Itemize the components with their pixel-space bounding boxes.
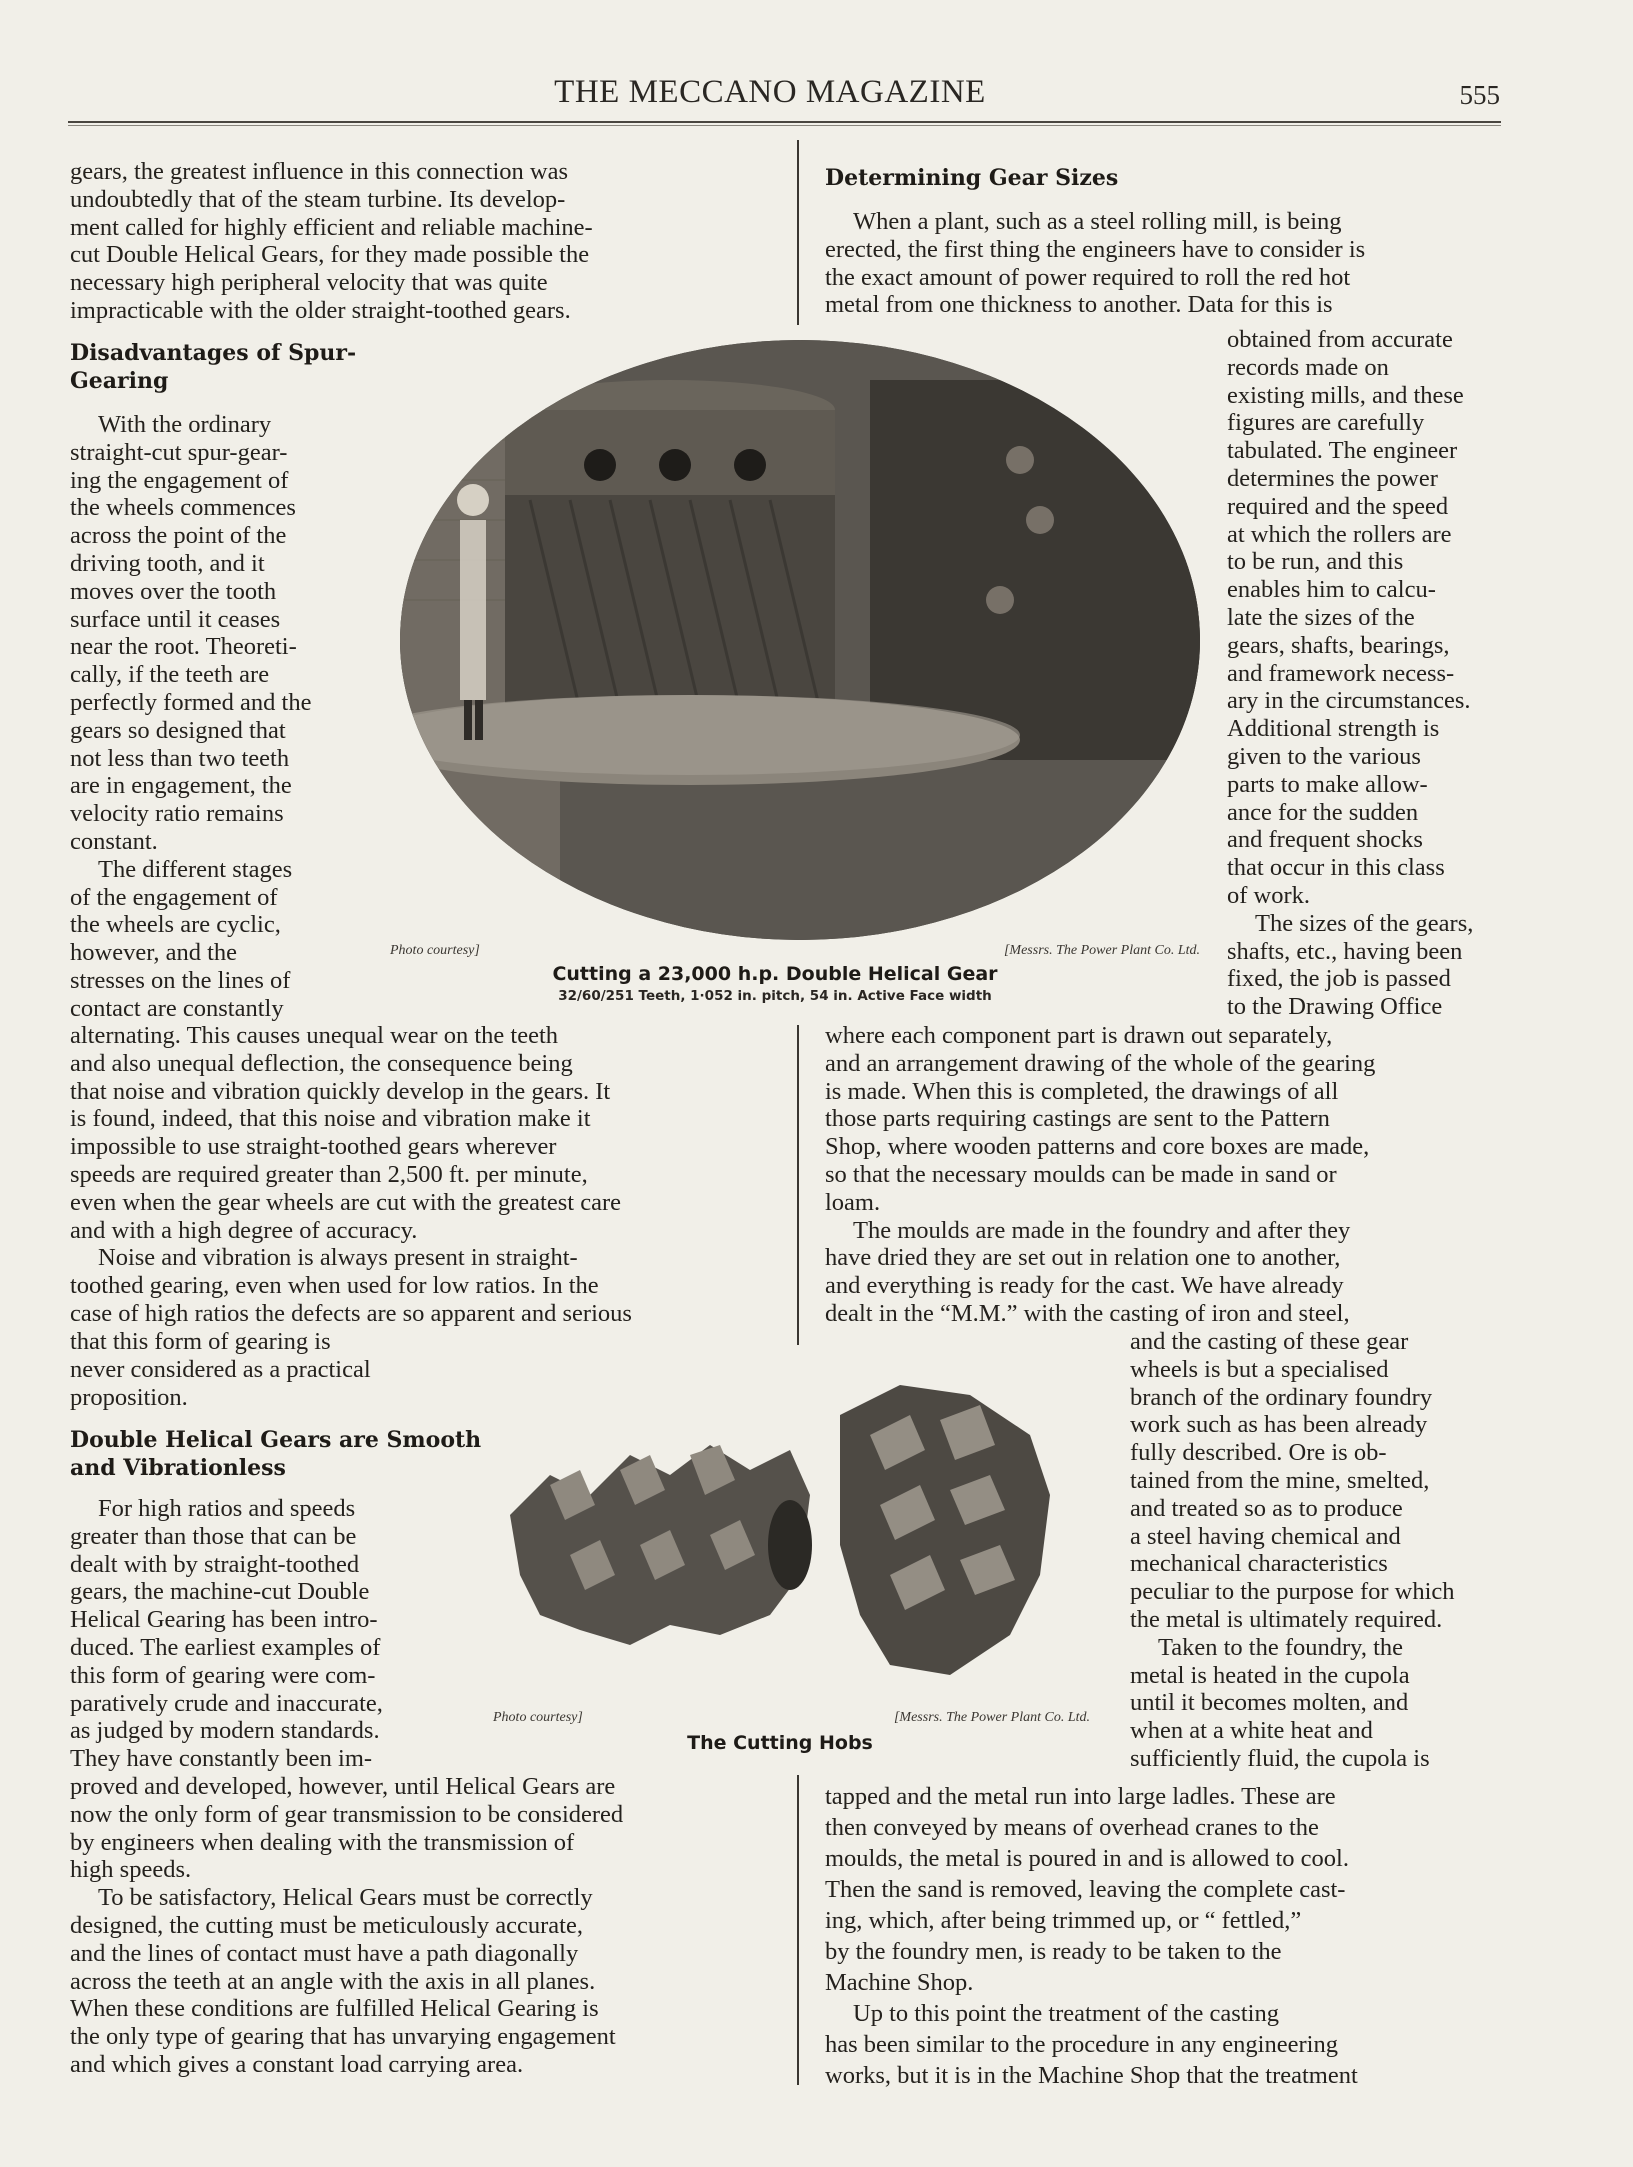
text-line: never considered as a practical — [70, 1355, 371, 1383]
text-line: paratively crude and inaccurate, — [70, 1689, 383, 1717]
gear-sizes-paragraph — [825, 208, 1517, 319]
text-line: the wheels commences — [70, 494, 296, 522]
text-line: case of high ratios the defects are so apparent and serious — [70, 1299, 632, 1327]
text-line: and which gives a constant load carrying area. — [70, 2050, 524, 2078]
text-line: Taken to the foundry, the — [1158, 1633, 1404, 1661]
text-line: perfectly formed and the — [70, 688, 312, 716]
cutting-hobs-photo — [490, 1375, 1140, 1715]
text-line: peculiar to the purpose for which — [1130, 1578, 1455, 1606]
section-heading-double-helical — [70, 1426, 490, 1482]
right-mid-paragraph — [825, 1022, 1517, 1328]
text-line: has been similar to the procedure in any engineering — [825, 2031, 1338, 2058]
text-line: Additional strength is — [1227, 715, 1440, 743]
text-line: The different stages — [98, 855, 293, 883]
text-line: driving tooth, and it — [70, 549, 265, 577]
column-divider-bottom — [797, 1775, 799, 2085]
text-line: moulds, the metal is poured in and is allowed to cool. — [825, 1845, 1349, 1872]
text-line: this form of gearing were com- — [70, 1661, 376, 1689]
text-line: a steel having chemical and — [1130, 1522, 1401, 1550]
text-line: and everything is ready for the cast. We have already — [825, 1272, 1344, 1300]
double-helical-paragraph — [70, 1495, 458, 1773]
text-line: enables him to calcu- — [1227, 576, 1436, 604]
text-line: The sizes of the gears, — [1255, 909, 1474, 937]
text-line: work such as has been already — [1130, 1411, 1428, 1439]
text-line: gears, shafts, bearings, — [1227, 631, 1450, 659]
left-mid-narrow-paragraph — [70, 1328, 460, 1411]
gear-sizes-narrow-paragraph — [1227, 326, 1517, 1021]
text-line: tapped and the metal run into large ladles. These are — [825, 1783, 1336, 1810]
text-line: by engineers when dealing with the transmission of — [70, 1828, 575, 1856]
text-line: and framework necess- — [1227, 659, 1455, 687]
text-line: of the engagement of — [70, 883, 278, 911]
text-line: proposition. — [70, 1383, 188, 1411]
figure-subcaption: 32/60/251 Teeth, 1·052 in. pitch, 54 in. Active Face width — [558, 988, 992, 1004]
text-line: tained from the mine, smelted, — [1130, 1466, 1430, 1494]
text-line: of work. — [1227, 881, 1311, 909]
text-line: records made on — [1227, 353, 1389, 381]
text-line: gears, the machine-cut Double — [70, 1578, 370, 1606]
heading-line: and Vibrationless — [70, 1455, 286, 1481]
text-line: duced. The earliest examples of — [70, 1633, 381, 1661]
text-line: Shop, where wooden patterns and core boxes are made, — [825, 1133, 1370, 1161]
text-line: dealt in the “M.M.” with the casting of iron and steel, — [825, 1299, 1350, 1327]
text-line: and treated so as to produce — [1130, 1494, 1403, 1522]
text-line: and also unequal deflection, the consequence being — [70, 1049, 573, 1077]
text-line: Up to this point the treatment of the casting — [853, 2000, 1279, 2027]
text-line: the metal is ultimately required. — [1130, 1605, 1443, 1633]
hobs-credit-right: [Messrs. The Power Plant Co. Ltd. — [893, 1710, 1090, 1725]
text-line: are in engagement, the — [70, 772, 292, 800]
text-line: given to the various — [1227, 742, 1421, 770]
text-line: and the lines of contact must have a path diagonally — [70, 1939, 579, 1967]
text-line: as judged by modern standards. — [70, 1717, 380, 1745]
text-line: is made. When this is completed, the drawings of all — [825, 1077, 1339, 1105]
text-line: and the casting of these gear — [1130, 1328, 1409, 1355]
text-line: wheels is but a specialised — [1130, 1355, 1389, 1383]
text-line: existing mills, and these — [1227, 381, 1464, 409]
text-line: those parts requiring castings are sent to the Pattern — [825, 1105, 1330, 1133]
left-top-paragraph — [70, 158, 760, 325]
right-bottom-paragraph — [825, 1781, 1517, 2091]
text-line: fixed, the job is passed — [1227, 965, 1451, 993]
section-heading-gear-sizes: Determining Gear Sizes — [825, 165, 1119, 191]
text-line: the only type of gearing that has unvarying engagement — [70, 2023, 616, 2051]
text-line: mechanical characteristics — [1130, 1550, 1388, 1578]
text-line: late the sizes of the — [1227, 603, 1415, 631]
page-number: 555 — [1459, 80, 1500, 110]
text-line: The moulds are made in the foundry and after they — [853, 1216, 1351, 1244]
text-line: even when the gear wheels are cut with the greatest care — [70, 1188, 621, 1216]
foundry-narrow-paragraph — [1130, 1328, 1517, 1773]
text-line: ary in the circumstances. — [1227, 687, 1471, 715]
text-line: When a plant, such as a steel rolling mill, is being — [853, 208, 1342, 235]
figure-caption: Cutting a 23,000 h.p. Double Helical Gear — [552, 963, 998, 985]
text-line: the wheels are cyclic, — [70, 911, 281, 939]
text-line: branch of the ordinary foundry — [1130, 1383, 1433, 1411]
column-divider-top — [797, 140, 799, 325]
hobs-credit-left: Photo courtesy] — [493, 1710, 583, 1725]
text-line: and an arrangement drawing of the whole of the gearing — [825, 1049, 1376, 1077]
text-line: however, and the — [70, 939, 238, 967]
text-line: greater than those that can be — [70, 1522, 357, 1550]
text-line: straight-cut spur-gear- — [70, 438, 288, 466]
text-line: works, but it is in the Machine Shop that the treatment — [825, 2062, 1358, 2089]
text-line: cally, if the teeth are — [70, 661, 270, 689]
text-line: required and the speed — [1227, 492, 1449, 520]
text-line: and with a high degree of accuracy. — [70, 1216, 418, 1244]
text-line: Noise and vibration is always present in straight- — [98, 1244, 578, 1272]
text-line: They have constantly been im- — [70, 1745, 373, 1773]
text-line: at which the rollers are — [1227, 520, 1452, 548]
text-line: alternating. This causes unequal wear on the teeth — [70, 1022, 559, 1049]
text-line: so that the necessary moulds can be made in sand or — [825, 1160, 1337, 1188]
heading-line: Double Helical Gears are Smooth — [70, 1427, 482, 1453]
left-bottom-paragraph — [70, 1773, 760, 2079]
text-line: gears, the greatest influence in this connection was — [70, 158, 568, 185]
text-line: that noise and vibration quickly develop in the gears. It — [70, 1077, 611, 1105]
hobs-caption: The Cutting Hobs — [687, 1732, 873, 1754]
text-line: constant. — [70, 827, 158, 855]
photo-credit-right: [Messrs. The Power Plant Co. Ltd. — [1003, 943, 1200, 958]
left-mid-paragraph — [70, 1022, 760, 1328]
text-line: and frequent shocks — [1227, 826, 1423, 854]
text-line: dealt with by straight-toothed — [70, 1550, 360, 1578]
text-line: erected, the first thing the engineers have to consider is — [825, 235, 1366, 263]
text-line: ing the engagement of — [70, 466, 289, 494]
text-line: For high ratios and speeds — [98, 1495, 356, 1522]
hob-right — [840, 1385, 1050, 1675]
gear-cutting-photo-drawing — [400, 340, 1200, 940]
text-line: proved and developed, however, until Helical Gears are — [70, 1773, 616, 1800]
text-line: to the Drawing Office — [1227, 993, 1443, 1021]
text-line: metal is heated in the cupola — [1130, 1661, 1410, 1689]
text-line: sufficiently fluid, the cupola is — [1130, 1744, 1430, 1772]
text-line: gears so designed that — [70, 716, 286, 744]
text-line: the exact amount of power required to roll the red hot — [825, 263, 1351, 291]
text-line: To be satisfactory, Helical Gears must be correctly — [98, 1884, 593, 1912]
cutting-hobs-drawing — [490, 1375, 1140, 1715]
text-line: shafts, etc., having been — [1227, 937, 1463, 965]
column-divider-middle — [797, 1025, 799, 1345]
spur-gearing-paragraph — [70, 411, 360, 1023]
text-line: ing, which, after being trimmed up, or “ fettled,” — [825, 1907, 1302, 1934]
text-line: across the point of the — [70, 522, 287, 550]
text-line: With the ordinary — [98, 411, 272, 438]
text-line: is found, indeed, that this noise and vibration make it — [70, 1105, 591, 1133]
text-line: near the root. Theoreti- — [70, 633, 297, 661]
running-title: THE MECCANO MAGAZINE — [554, 74, 986, 110]
text-line: parts to make allow- — [1227, 770, 1428, 798]
text-line: Machine Shop. — [825, 1969, 974, 1996]
text-line: contact are constantly — [70, 994, 284, 1022]
text-line: tabulated. The engineer — [1227, 437, 1458, 465]
header-rule — [68, 121, 1501, 126]
text-line: that this form of gearing is — [70, 1328, 331, 1355]
text-line: surface until it ceases — [70, 605, 281, 633]
text-line: ment called for highly efficient and reliable machine- — [70, 213, 593, 241]
text-line: When these conditions are fulfilled Helical Gearing is — [70, 1995, 599, 2023]
text-line: impossible to use straight-toothed gears wherever — [70, 1133, 557, 1161]
text-line: undoubtedly that of the steam turbine. Its develop- — [70, 185, 566, 213]
text-line: stresses on the lines of — [70, 966, 291, 994]
photo-credit-left: Photo courtesy] — [390, 943, 480, 958]
text-line: impracticable with the older straight-toothed gears. — [70, 296, 571, 324]
text-line: toothed gearing, even when used for low ratios. In the — [70, 1272, 599, 1300]
text-line: loam. — [825, 1188, 881, 1216]
text-line: Helical Gearing has been intro- — [70, 1606, 378, 1634]
text-line: fully described. Ore is ob- — [1130, 1439, 1387, 1467]
text-line: velocity ratio remains — [70, 800, 284, 828]
hob-left — [510, 1445, 812, 1645]
text-line: metal from one thickness to another. Data for this is — [825, 291, 1333, 319]
text-line: speeds are required greater than 2,500 ft. per minute, — [70, 1160, 588, 1188]
text-line: necessary high peripheral velocity that was quite — [70, 269, 548, 297]
text-line: figures are carefully — [1227, 409, 1425, 437]
text-line: cut Double Helical Gears, for they made possible the — [70, 241, 590, 269]
text-line: obtained from accurate — [1227, 326, 1453, 353]
text-line: moves over the tooth — [70, 577, 277, 605]
text-line: determines the power — [1227, 464, 1438, 492]
text-line: ance for the sudden — [1227, 798, 1419, 826]
text-line: across the teeth at an angle with the axis in all planes. — [70, 1967, 596, 1995]
section-heading-spur-gearing: Disadvantages of Spur-Gearing — [70, 340, 357, 394]
text-line: now the only form of gear transmission to be considered — [70, 1800, 624, 1828]
text-line: to be run, and this — [1227, 548, 1404, 576]
text-line: when at a white heat and — [1130, 1717, 1373, 1745]
text-line: have dried they are set out in relation one to another, — [825, 1244, 1341, 1272]
gear-cutting-photo — [400, 340, 1200, 940]
text-line: not less than two teeth — [70, 744, 290, 772]
text-line: until it becomes molten, and — [1130, 1689, 1409, 1717]
text-line: where each component part is drawn out separately, — [825, 1022, 1333, 1049]
text-line: then conveyed by means of overhead cranes to the — [825, 1814, 1319, 1841]
text-line: Then the sand is removed, leaving the complete cast- — [825, 1876, 1346, 1903]
text-line: by the foundry men, is ready to be taken to the — [825, 1938, 1282, 1965]
text-line: that occur in this class — [1227, 854, 1445, 882]
text-line: high speeds. — [70, 1856, 192, 1884]
text-line: designed, the cutting must be meticulously accurate, — [70, 1911, 583, 1939]
